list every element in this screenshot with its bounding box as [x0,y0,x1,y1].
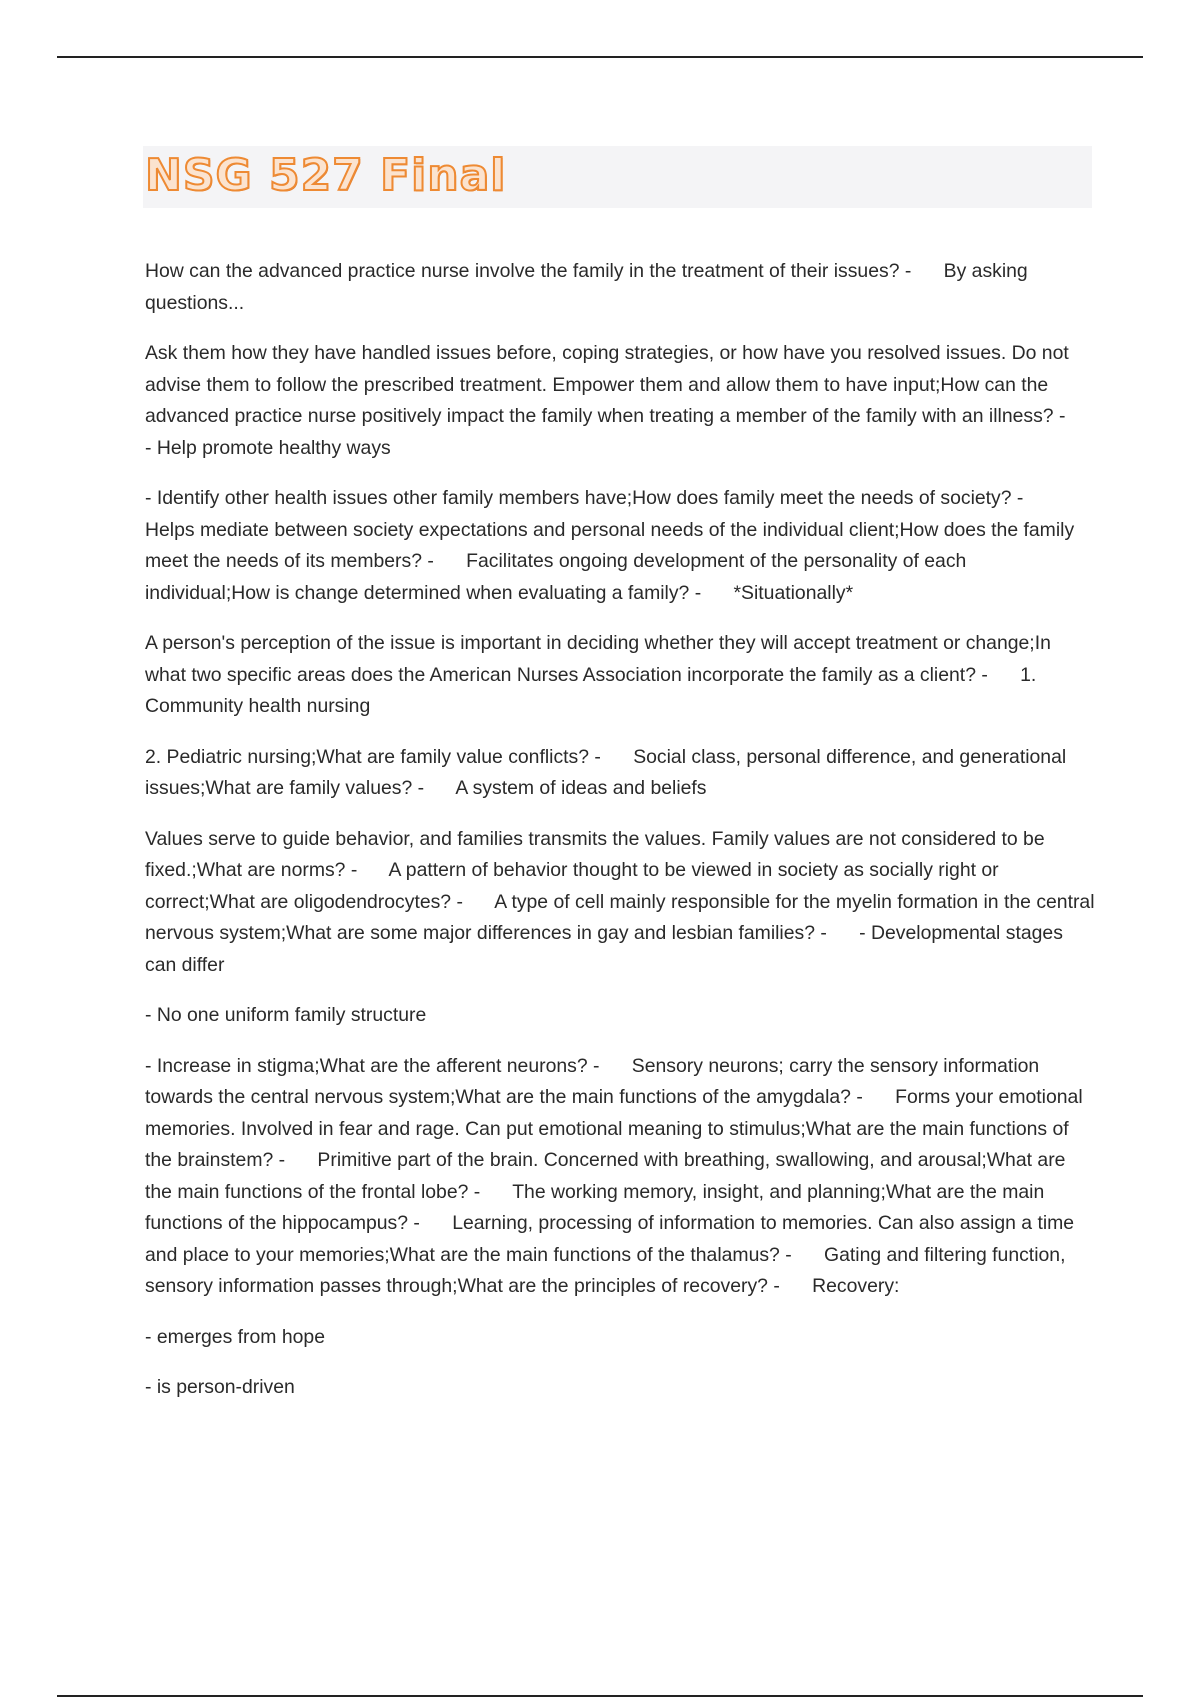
paragraph-8: - Increase in stigma;What are the afferent neurons? - Sensory neurons; carry the sensory information towards the central nervous system;What are the main functions of the amygdala? - Forms your emotional memories. Involved in fear and rage. Can put emotional meaning to stimulus;What are the main functions of the brainstem? - Primitive part of the brain. Concerned with breathing, swallowing, and arousal;What are the main functions of the frontal lobe? - The working memory, insight, and planning;What are the main functions of the hippocampus? - Learning, processing of information to memories. Can also assign a time and place to your memories;What are the main functions of the thalamus? - Gating and filtering function, sensory information passes through;What are the principles of recovery? - Recovery: [145,1054,1089,1297]
paragraph-4: A person's perception of the issue is important in deciding whether they will accept treatment or change;In what two specific areas does the American Nurses Association incorporate the family as a client? - 1. Community health nursing [145,632,1057,717]
header-rule [57,56,1143,58]
paragraph-5: 2. Pediatric nursing;What are family value conflicts? - Social class, personal difference, and generational issues;What are family values? - A system of ideas and beliefs [145,745,1072,799]
document-body [145,256,1100,1423]
paragraph-7: - No one uniform family structure [145,1004,427,1026]
title-banner [143,146,1092,208]
paragraph-6: Values serve to guide behavior, and families transmits the values. Family values are not considered to be fixed.;What are norms? - A pattern of behavior thought to be viewed in society as socially right or correct;What are oligodendrocytes? - A type of cell mainly responsible for the myelin formation in the central nervous system;What are some major differences in gay and lesbian families? - - Developmental stages can differ [145,827,1100,976]
paragraph-9: - emerges from hope [145,1325,325,1348]
paragraph-3: - Identify other health issues other family members have;How does family meet the needs of society? - Helps mediate between society expectations and personal needs of the individual client;How does the family meet the needs of its members? - Facilitates ongoing development of the personality of each individual;How is change determined when evaluating a family? - *Situationally* [145,487,1080,604]
document-title: NSG 527 Final [145,150,507,201]
paragraph-1: How can the advanced practice nurse involve the family in the treatment of their issues? - By asking questions... [145,260,1034,314]
paragraph-10: - is person-driven [145,1376,295,1398]
paragraph-2: Ask them how they have handled issues before, coping strategies, or how have you resolved issues. Do not advise them to follow the prescribed treatment. Empower them and allow them to have input;How can the advanced practice nurse positively impact the family when treating a member of the family with an illness? - - Help promote healthy ways [145,342,1098,459]
footer-rule [57,1695,1143,1697]
